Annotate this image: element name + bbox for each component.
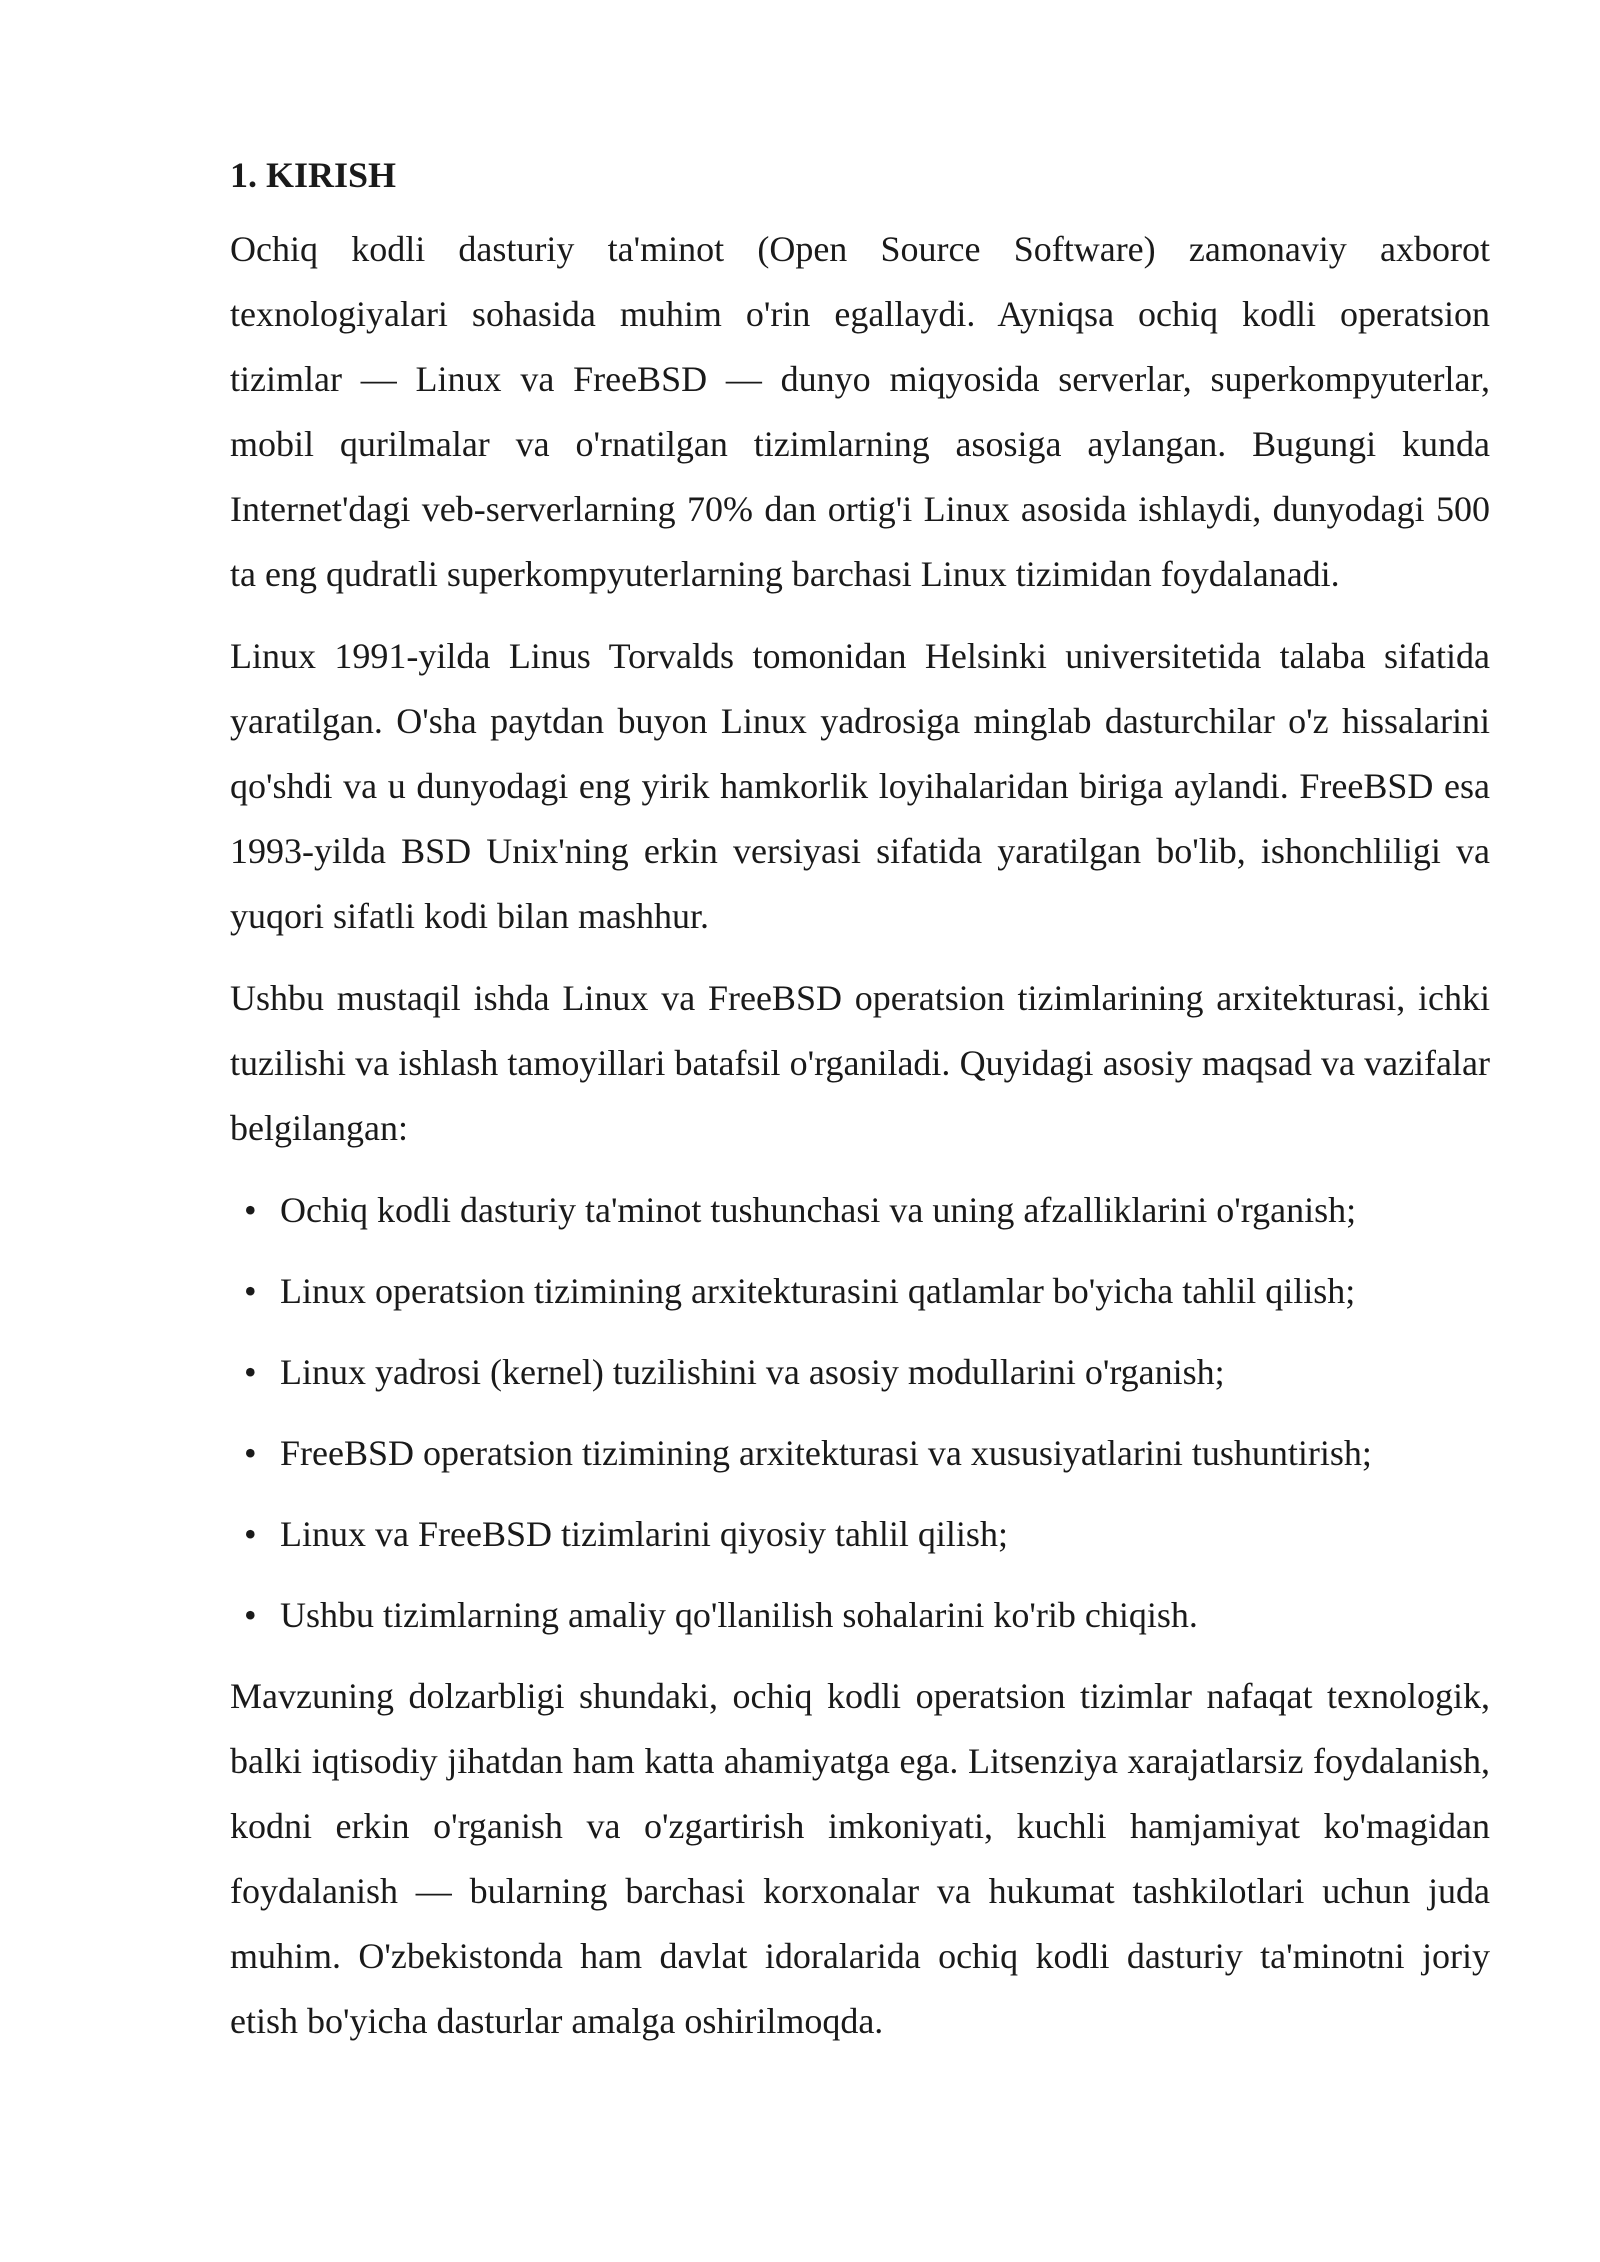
bullet-icon: • (244, 1433, 257, 1473)
bullet-icon: • (244, 1352, 257, 1392)
bullet-icon: • (244, 1190, 257, 1230)
list-item-text: Ochiq kodli dasturiy ta'minot tushunchasi va uning afzalliklarini o'rganish; (280, 1190, 1357, 1230)
section-heading: 1. KIRISH (230, 155, 397, 195)
list-item (230, 1421, 1490, 1485)
bullet-icon: • (244, 1514, 257, 1554)
list-item-text: FreeBSD operatsion tizimining arxitekturasi va xususiyatlarini tushuntirish; (280, 1433, 1372, 1473)
bullet-icon: • (244, 1595, 257, 1635)
goals-list (230, 1178, 1490, 1647)
list-item-text: Linux operatsion tizimining arxitekturasini qatlamlar bo'yicha tahlil qilish; (280, 1271, 1356, 1311)
list-item (230, 1259, 1490, 1323)
history-paragraph: Linux 1991-yilda Linus Torvalds tomonidan Helsinki universitetida talaba sifatida yaratilgan. O'sha paytdan buyon Linux yadrosiga minglab dasturchilar o'z hissalarini qo'shdi va u dunyodagi eng yirik hamkorlik loyihalaridan biriga aylandi. FreeBSD esa 1993-yilda BSD Unix'ning erkin versiyasi sifatida yaratilgan bo'lib, ishonchliligi va yuqori sifatli kodi bilan mashhur. (230, 636, 1490, 936)
goals-paragraph: Ushbu mustaqil ishda Linux va FreeBSD operatsion tizimlarining arxitekturasi, ichki tuzilishi va ishlash tamoyillari batafsil o'rganiladi. Quyidagi asosiy maqsad va vazifalar belgilangan: (230, 978, 1490, 1148)
relevance-paragraph: Mavzuning dolzarbligi shundaki, ochiq kodli operatsion tizimlar nafaqat texnologik, balki iqtisodiy jihatdan ham katta ahamiyatga ega. Litsenziya xarajatlarsiz foydalanish, kodni erkin o'rganish va o'zgartirish imkoniyati, kuchli hamjamiyat ko'magidan foydalanish — bularning barchasi korxonalar va hukumat tashkilotlari uchun juda muhim. O'zbekistonda ham davlat idoralarida ochiq kodli dasturiy ta'minotni joriy etish bo'yicha dasturlar amalga oshirilmoqda. (230, 1676, 1490, 2041)
bullet-icon: • (244, 1271, 257, 1311)
list-item-text: Linux va FreeBSD tizimlarini qiyosiy tahlil qilish; (280, 1514, 1008, 1554)
list-item (230, 1583, 1490, 1647)
list-item-text: Linux yadrosi (kernel) tuzilishini va asosiy modullarini o'rganish; (280, 1352, 1225, 1392)
intro-paragraph: Ochiq kodli dasturiy ta'minot (Open Source Software) zamonaviy axborot texnologiyalari sohasida muhim o'rin egallaydi. Ayniqsa ochiq kodli operatsion tizimlar — Linux va FreeBSD — dunyo miqyosida serverlar, superkompyuterlar, mobil qurilmalar va o'rnatilgan tizimlarning asosiga aylangan. Bugungi kunda Internet'dagi veb-serverlarning 70% dan ortig'i Linux asosida ishlaydi, dunyodagi 500 ta eng qudratli superkompyuterlarning barchasi Linux tizimidan foydalanadi. (230, 229, 1490, 594)
document-page (230, 150, 1490, 2071)
list-item (230, 1340, 1490, 1404)
list-item (230, 1502, 1490, 1566)
list-item-text: Ushbu tizimlarning amaliy qo'llanilish sohalarini ko'rib chiqish. (280, 1595, 1198, 1635)
list-item (230, 1178, 1490, 1242)
